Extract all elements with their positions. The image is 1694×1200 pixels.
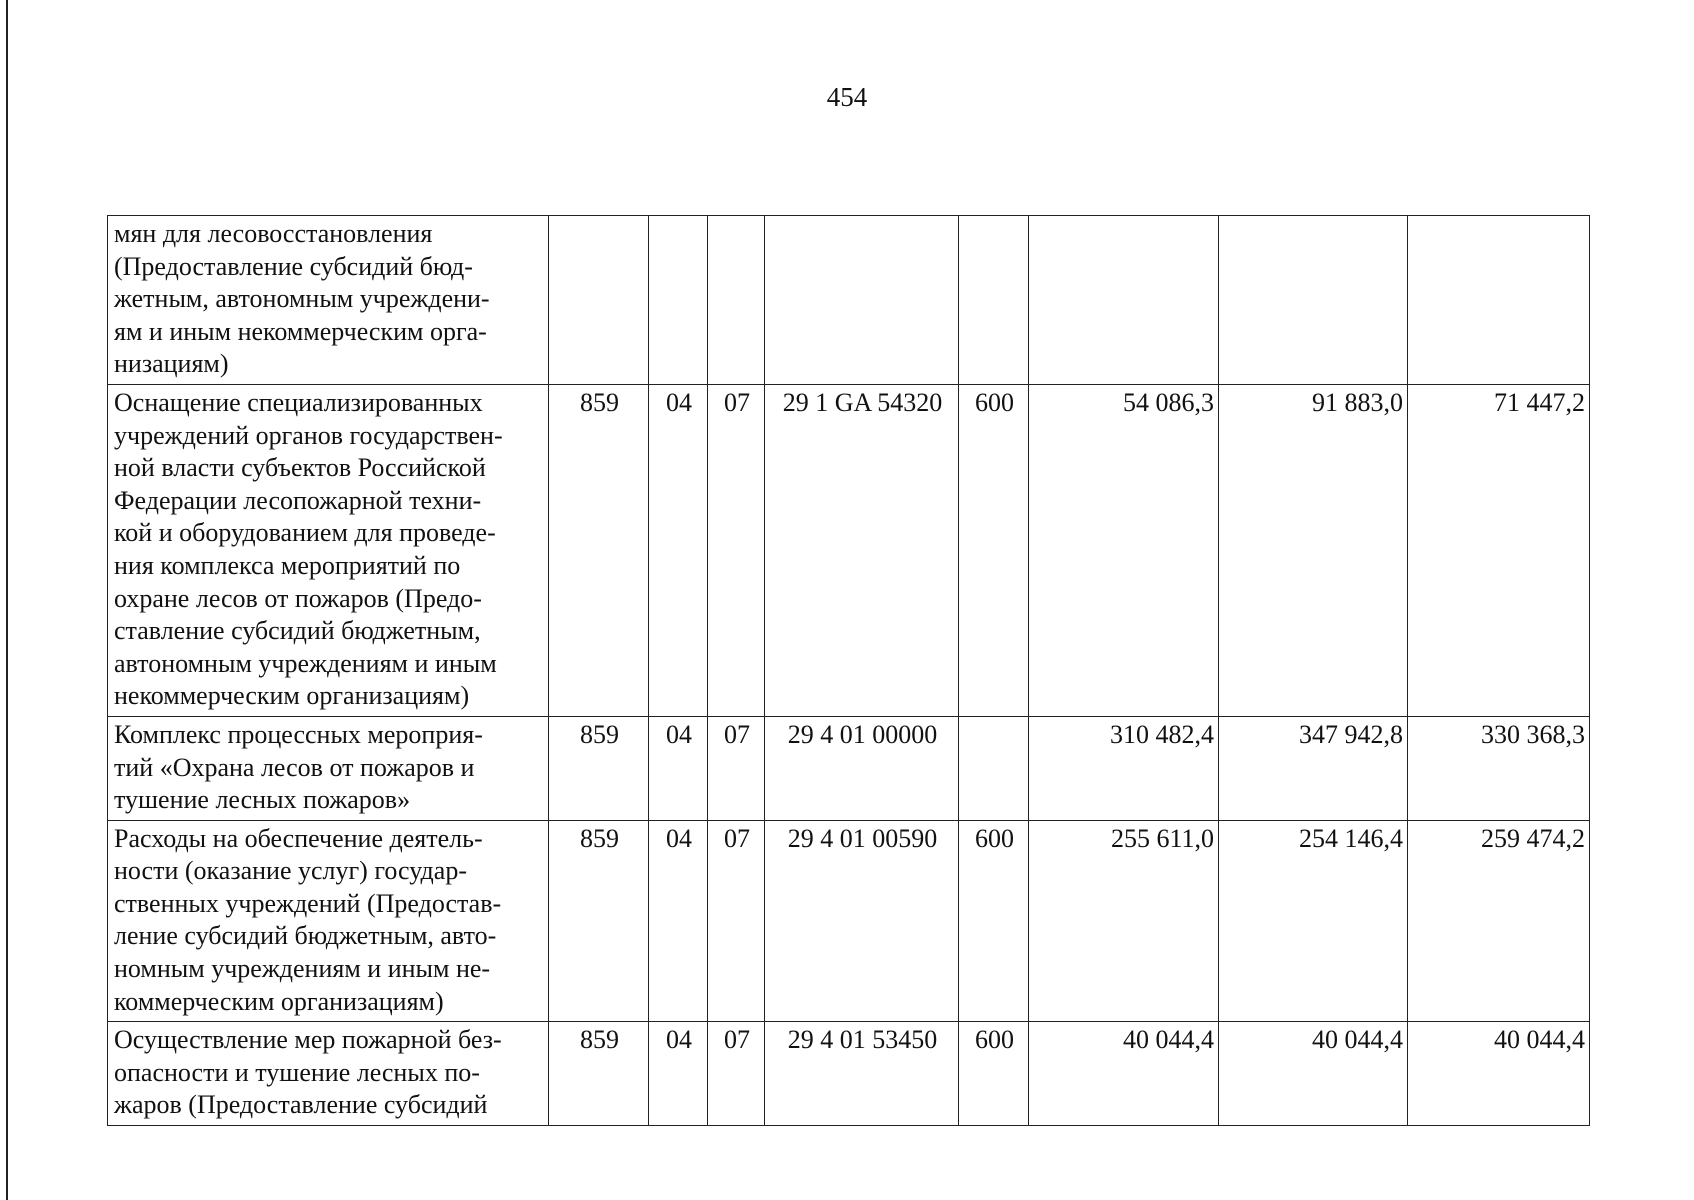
expense-name-line: мян для лесовосстановления <box>114 219 433 248</box>
expense-name-line: Федерации лесопожарной техни- <box>114 485 482 515</box>
amount-year-1-cell: 310 482,4 <box>1029 716 1219 820</box>
expense-name-line: учреждений органов государствен- <box>114 420 503 450</box>
expense-name-line: ния комплекса мероприятий по <box>114 550 461 580</box>
amount-year-2-cell: 347 942,8 <box>1219 716 1408 820</box>
amount-year-1-cell: 54 086,3 <box>1029 384 1219 716</box>
expense-name-cell <box>108 216 549 385</box>
expense-name-line: жетным, автономным учреждени- <box>114 284 490 314</box>
subsection-code-cell <box>708 216 765 385</box>
expense-name-line: жаров (Предоставление субсидий <box>114 1090 488 1120</box>
ministry-code-cell: 859 <box>549 384 649 716</box>
amount-year-2-cell <box>1219 216 1408 385</box>
expense-type-cell <box>959 216 1029 385</box>
section-code-cell <box>649 216 708 385</box>
expense-name-line: тий «Охрана лесов от пожаров и <box>114 752 475 782</box>
subsection-code-cell: 07 <box>708 384 765 716</box>
ministry-code-cell <box>549 216 649 385</box>
expense-name-cell <box>108 384 549 716</box>
expense-name-line: тушение лесных пожаров» <box>114 785 411 815</box>
target-article-cell <box>765 216 959 385</box>
amount-year-2-cell: 254 146,4 <box>1219 820 1408 1022</box>
expense-name-line: (Предоставление субсидий бюд- <box>114 251 473 281</box>
expense-name-line: ственных учреждений (Предостав- <box>114 888 502 918</box>
expense-name-line: Оснащение специализированных <box>114 387 483 417</box>
expense-name-line: номным учреждениям и иным не- <box>114 954 491 984</box>
expense-name-line: опасности и тушение лесных по- <box>114 1057 480 1087</box>
expense-name-line: ной власти субъектов Российской <box>114 453 486 483</box>
budget-table <box>107 215 1590 1126</box>
expense-name-line: коммерческим организациям) <box>114 986 444 1016</box>
target-article-cell: 29 4 01 00000 <box>765 716 959 820</box>
target-article-cell: 29 4 01 00590 <box>765 820 959 1022</box>
table-row <box>108 1022 1590 1126</box>
amount-year-2-cell: 91 883,0 <box>1219 384 1408 716</box>
amount-year-3-cell: 330 368,3 <box>1408 716 1590 820</box>
expense-type-cell: 600 <box>959 384 1029 716</box>
expense-name-line: ям и иным некоммерческим орга- <box>114 316 487 346</box>
amount-year-3-cell: 259 474,2 <box>1408 820 1590 1022</box>
expense-name-line: кой и оборудованием для проведе- <box>114 518 496 548</box>
expense-name-cell <box>108 820 549 1022</box>
section-code-cell: 04 <box>649 820 708 1022</box>
ministry-code-cell: 859 <box>549 716 649 820</box>
expense-name-line: охране лесов от пожаров (Предо- <box>114 583 482 613</box>
expense-name-line: Расходы на обеспечение деятель- <box>114 823 483 853</box>
subsection-code-cell: 07 <box>708 1022 765 1126</box>
amount-year-3-cell <box>1408 216 1590 385</box>
amount-year-3-cell: 40 044,4 <box>1408 1022 1590 1126</box>
ministry-code-cell: 859 <box>549 820 649 1022</box>
amount-year-1-cell: 40 044,4 <box>1029 1022 1219 1126</box>
expense-name-cell <box>108 716 549 820</box>
expense-type-cell: 600 <box>959 820 1029 1022</box>
scan-edge-line <box>6 0 8 1200</box>
expense-name-line: ление субсидий бюджетным, авто- <box>114 921 497 951</box>
expense-name-line: автономным учреждениям и иным <box>114 648 497 678</box>
expense-name-line: низациям) <box>114 349 229 379</box>
expense-name-line: Комплекс процессных мероприя- <box>114 719 483 749</box>
expense-type-cell <box>959 716 1029 820</box>
table-row <box>108 820 1590 1022</box>
target-article-cell: 29 1 GA 54320 <box>765 384 959 716</box>
target-article-cell: 29 4 01 53450 <box>765 1022 959 1126</box>
amount-year-2-cell: 40 044,4 <box>1219 1022 1408 1126</box>
table-row <box>108 716 1590 820</box>
table-row <box>108 384 1590 716</box>
amount-year-3-cell: 71 447,2 <box>1408 384 1590 716</box>
table-body <box>108 216 1590 1126</box>
section-code-cell: 04 <box>649 384 708 716</box>
expense-name-line: ности (оказание услуг) государ- <box>114 856 467 886</box>
subsection-code-cell: 07 <box>708 716 765 820</box>
ministry-code-cell: 859 <box>549 1022 649 1126</box>
amount-year-1-cell <box>1029 216 1219 385</box>
table-row <box>108 216 1590 385</box>
expense-name-line: Осуществление мер пожарной без- <box>114 1025 502 1055</box>
subsection-code-cell: 07 <box>708 820 765 1022</box>
expense-type-cell: 600 <box>959 1022 1029 1126</box>
page-number: 454 <box>826 82 868 112</box>
expense-name-cell <box>108 1022 549 1126</box>
expense-name-line: ставление субсидий бюджетным, <box>114 616 481 646</box>
expense-name-line: некоммерческим организациям) <box>114 681 470 711</box>
section-code-cell: 04 <box>649 716 708 820</box>
amount-year-1-cell: 255 611,0 <box>1029 820 1219 1022</box>
section-code-cell: 04 <box>649 1022 708 1126</box>
